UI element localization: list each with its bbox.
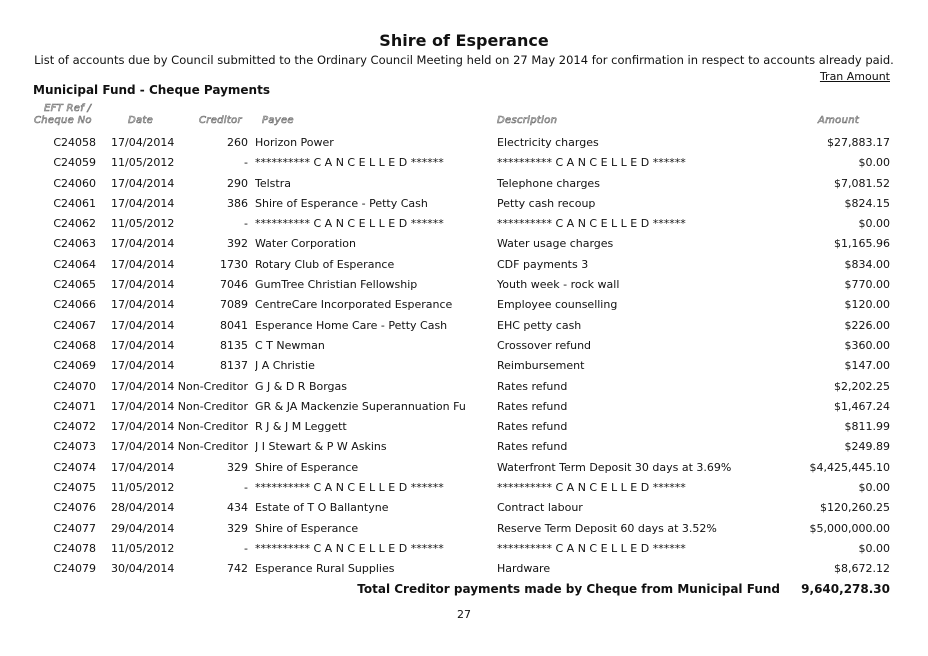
table-row bbox=[0, 437, 928, 457]
cheque-number: C24061 bbox=[53, 196, 96, 210]
tran-amount-label: Tran Amount bbox=[819, 70, 890, 83]
column-header-ref-line2: Cheque No bbox=[34, 115, 92, 126]
payee-name: Telstra bbox=[255, 176, 291, 190]
payment-description: Rates refund bbox=[497, 440, 568, 454]
payment-amount: $1,165.96 bbox=[834, 237, 890, 251]
payment-date: 17/04/2014 bbox=[111, 460, 175, 474]
table-row bbox=[0, 255, 928, 275]
payee-name: C T Newman bbox=[255, 338, 325, 352]
payment-amount: $120,260.25 bbox=[820, 501, 890, 515]
payment-amount: $7,081.52 bbox=[834, 176, 890, 190]
payee-name: Esperance Home Care - Petty Cash bbox=[255, 318, 448, 332]
table-row bbox=[0, 174, 928, 194]
creditor-id: 260 bbox=[227, 136, 248, 149]
payment-amount: $834.00 bbox=[844, 257, 890, 271]
cheque-number: C24070 bbox=[53, 379, 96, 393]
payee-name: GR & JA Mackenzie Superannuation Fu bbox=[255, 399, 466, 413]
payee-name: Rotary Club of Esperance bbox=[255, 257, 395, 271]
page-subtitle: List of accounts due by Council submitted to the Ordinary Council Meeting held on 27 May 2014 for confirmation in respect to accounts already paid. bbox=[34, 53, 894, 67]
cheque-number: C24062 bbox=[53, 217, 96, 231]
creditor-id: 7046 bbox=[220, 278, 248, 292]
payment-description: Rates refund bbox=[497, 379, 568, 393]
payment-amount: $27,883.17 bbox=[827, 136, 890, 149]
payment-amount: $770.00 bbox=[844, 278, 890, 292]
payment-date: 17/04/2014 bbox=[111, 420, 175, 434]
payee-name: ********** C A N C E L L E D ****** bbox=[255, 541, 444, 555]
payee-name: Shire of Esperance bbox=[255, 460, 359, 474]
column-header-description: Description bbox=[497, 115, 558, 126]
cheque-number: C24068 bbox=[53, 338, 96, 352]
payment-date: 11/05/2012 bbox=[111, 156, 175, 170]
table-row bbox=[0, 417, 928, 437]
creditor-id: 8041 bbox=[220, 318, 248, 332]
payment-description: Youth week - rock wall bbox=[497, 278, 620, 292]
total-label: Total Creditor payments made by Cheque from Municipal Fund bbox=[357, 582, 780, 596]
payment-date: 17/04/2014 bbox=[111, 379, 175, 393]
creditor-id: - bbox=[244, 541, 248, 555]
payment-amount: $120.00 bbox=[844, 298, 890, 312]
payment-amount: $1,467.24 bbox=[834, 399, 890, 413]
payment-description: Waterfront Term Deposit 30 days at 3.69% bbox=[497, 460, 732, 474]
column-header-payee: Payee bbox=[262, 115, 294, 126]
payment-date: 11/05/2012 bbox=[111, 481, 175, 495]
table-row bbox=[0, 377, 928, 397]
payee-name: ********** C A N C E L L E D ****** bbox=[255, 481, 444, 495]
cheque-number: C24079 bbox=[53, 562, 96, 576]
payment-description: Water usage charges bbox=[497, 237, 614, 251]
column-header-amount: Amount bbox=[818, 115, 860, 126]
payment-description: Crossover refund bbox=[497, 338, 592, 352]
payee-name: Shire of Esperance - Petty Cash bbox=[255, 196, 428, 210]
payee-name: Esperance Rural Supplies bbox=[255, 562, 395, 576]
table-row bbox=[0, 356, 928, 376]
payment-amount: $0.00 bbox=[858, 217, 890, 231]
payment-amount: $0.00 bbox=[858, 541, 890, 555]
payment-date: 17/04/2014 bbox=[111, 359, 175, 373]
table-row bbox=[0, 478, 928, 498]
creditor-id: Non-Creditor bbox=[177, 379, 248, 393]
payment-description: Reserve Term Deposit 60 days at 3.52% bbox=[497, 521, 717, 535]
table-row bbox=[0, 519, 928, 539]
payee-name: ********** C A N C E L L E D ****** bbox=[255, 156, 444, 170]
payment-amount: $4,425,445.10 bbox=[809, 460, 890, 474]
payment-description: Employee counselling bbox=[497, 298, 618, 312]
creditor-id: - bbox=[244, 156, 248, 170]
payment-amount: $0.00 bbox=[858, 156, 890, 170]
column-header-date: Date bbox=[128, 115, 154, 126]
payment-amount: $5,000,000.00 bbox=[809, 521, 890, 535]
payment-date: 17/04/2014 bbox=[111, 338, 175, 352]
creditor-id: - bbox=[244, 217, 248, 231]
payment-description: Telephone charges bbox=[497, 176, 600, 190]
payment-description: Petty cash recoup bbox=[497, 196, 596, 210]
cheque-number: C24066 bbox=[53, 298, 96, 312]
table-row bbox=[0, 214, 928, 234]
cheque-number: C24058 bbox=[53, 136, 96, 149]
payment-description: ********** C A N C E L L E D ****** bbox=[497, 156, 686, 170]
table-row bbox=[0, 498, 928, 518]
table-row bbox=[0, 295, 928, 315]
payment-date: 17/04/2014 bbox=[111, 318, 175, 332]
payee-name: ********** C A N C E L L E D ****** bbox=[255, 217, 444, 231]
cheque-number: C24059 bbox=[53, 156, 96, 170]
cheque-number: C24060 bbox=[53, 176, 96, 190]
payment-description: ********** C A N C E L L E D ****** bbox=[497, 217, 686, 231]
payment-date: 17/04/2014 bbox=[111, 237, 175, 251]
cheque-number: C24074 bbox=[53, 460, 96, 474]
payment-amount: $147.00 bbox=[844, 359, 890, 373]
creditor-id: 8135 bbox=[220, 338, 248, 352]
payee-name: Horizon Power bbox=[255, 136, 334, 149]
cheque-number: C24069 bbox=[53, 359, 96, 373]
payment-date: 28/04/2014 bbox=[111, 501, 175, 515]
payment-date: 17/04/2014 bbox=[111, 196, 175, 210]
payment-description: Reimbursement bbox=[497, 359, 585, 373]
table-row bbox=[0, 316, 928, 336]
page-title: Shire of Esperance bbox=[379, 31, 549, 50]
creditor-id: 392 bbox=[227, 237, 248, 251]
payee-name: G J & D R Borgas bbox=[255, 379, 348, 393]
payment-amount: $2,202.25 bbox=[834, 379, 890, 393]
payment-date: 17/04/2014 bbox=[111, 176, 175, 190]
payment-description: Hardware bbox=[497, 562, 551, 576]
column-header-ref bbox=[34, 103, 92, 127]
payment-description: EHC petty cash bbox=[497, 318, 582, 332]
payment-date: 17/04/2014 bbox=[111, 278, 175, 292]
cheque-number: C24063 bbox=[53, 237, 96, 251]
payee-name: Estate of T O Ballantyne bbox=[255, 501, 389, 515]
payment-date: 17/04/2014 bbox=[111, 440, 175, 454]
creditor-id: 329 bbox=[227, 521, 248, 535]
creditor-id: 329 bbox=[227, 460, 248, 474]
table-row bbox=[0, 133, 928, 153]
payee-name: CentreCare Incorporated Esperance bbox=[255, 298, 453, 312]
creditor-id: Non-Creditor bbox=[177, 440, 248, 454]
creditor-id: 742 bbox=[227, 562, 248, 576]
payment-amount: $226.00 bbox=[844, 318, 890, 332]
payment-description: ********** C A N C E L L E D ****** bbox=[497, 481, 686, 495]
cheque-number: C24078 bbox=[53, 541, 96, 555]
payment-amount: $249.89 bbox=[844, 440, 890, 454]
creditor-id: - bbox=[244, 481, 248, 495]
creditor-id: 290 bbox=[227, 176, 248, 190]
cheque-number: C24076 bbox=[53, 501, 96, 515]
payee-name: J I Stewart & P W Askins bbox=[255, 440, 387, 454]
cheque-number: C24064 bbox=[53, 257, 96, 271]
table-row bbox=[0, 397, 928, 417]
payment-date: 11/05/2012 bbox=[111, 541, 175, 555]
payee-name: GumTree Christian Fellowship bbox=[255, 278, 418, 292]
payee-name: Water Corporation bbox=[255, 237, 356, 251]
section-title: Municipal Fund - Cheque Payments bbox=[33, 83, 270, 97]
payment-date: 17/04/2014 bbox=[111, 257, 175, 271]
page-number: 27 bbox=[457, 608, 471, 621]
creditor-id: 8137 bbox=[220, 359, 248, 373]
payee-name: Shire of Esperance bbox=[255, 521, 359, 535]
payment-date: 30/04/2014 bbox=[111, 562, 175, 576]
payment-description: Rates refund bbox=[497, 399, 568, 413]
cheque-number: C24072 bbox=[53, 420, 96, 434]
creditor-id: 7089 bbox=[220, 298, 248, 312]
payment-date: 29/04/2014 bbox=[111, 521, 175, 535]
payee-name: J A Christie bbox=[255, 359, 315, 373]
cheque-number: C24071 bbox=[53, 399, 96, 413]
payment-amount: $811.99 bbox=[844, 420, 890, 434]
creditor-id: 386 bbox=[227, 196, 248, 210]
payment-date: 17/04/2014 bbox=[111, 298, 175, 312]
table-row bbox=[0, 539, 928, 559]
cheque-number: C24073 bbox=[53, 440, 96, 454]
column-header-ref-line1: EFT Ref / bbox=[44, 103, 92, 114]
payment-amount: $824.15 bbox=[844, 196, 890, 210]
payment-amount: $0.00 bbox=[858, 481, 890, 495]
payment-date: 17/04/2014 bbox=[111, 399, 175, 413]
payments-table bbox=[0, 133, 928, 580]
table-row bbox=[0, 194, 928, 214]
payment-description: ********** C A N C E L L E D ****** bbox=[497, 541, 686, 555]
table-row bbox=[0, 336, 928, 356]
creditor-id: 434 bbox=[227, 501, 248, 515]
creditor-id: Non-Creditor bbox=[177, 399, 248, 413]
creditor-id: 1730 bbox=[220, 257, 248, 271]
table-row bbox=[0, 275, 928, 295]
cheque-number: C24067 bbox=[53, 318, 96, 332]
cheque-number: C24075 bbox=[53, 481, 96, 495]
table-row bbox=[0, 559, 928, 579]
table-row bbox=[0, 458, 928, 478]
total-value: 9,640,278.30 bbox=[801, 582, 890, 596]
payment-description: Contract labour bbox=[497, 501, 583, 515]
payment-date: 11/05/2012 bbox=[111, 217, 175, 231]
table-row bbox=[0, 153, 928, 173]
payment-description: CDF payments 3 bbox=[497, 257, 589, 271]
payee-name: R J & J M Leggett bbox=[255, 420, 347, 434]
payment-description: Electricity charges bbox=[497, 136, 599, 149]
creditor-id: Non-Creditor bbox=[177, 420, 248, 434]
payment-amount: $8,672.12 bbox=[834, 562, 890, 576]
payment-description: Rates refund bbox=[497, 420, 568, 434]
cheque-number: C24077 bbox=[53, 521, 96, 535]
table-row bbox=[0, 234, 928, 254]
payment-date: 17/04/2014 bbox=[111, 136, 175, 149]
payment-amount: $360.00 bbox=[844, 338, 890, 352]
cheque-number: C24065 bbox=[53, 278, 96, 292]
column-header-creditor: Creditor bbox=[199, 115, 242, 126]
